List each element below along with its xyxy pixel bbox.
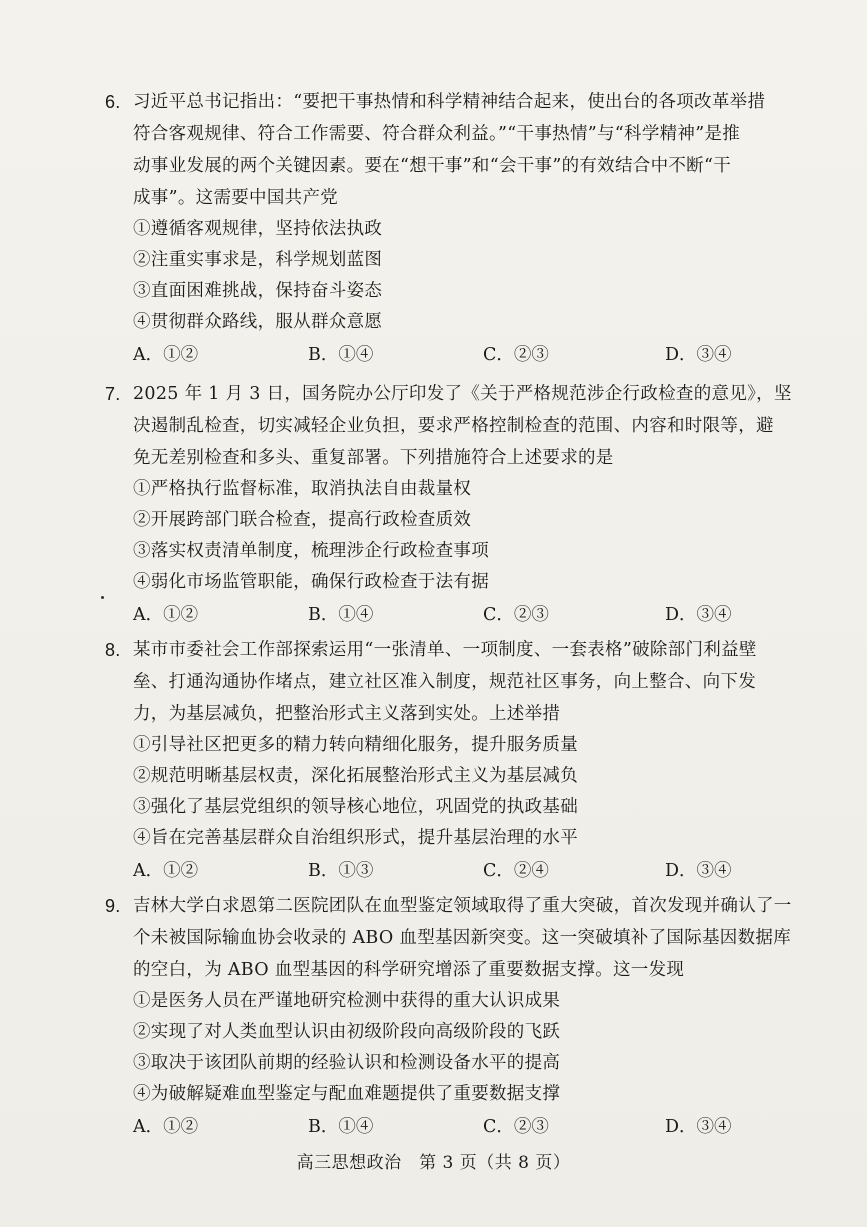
answer-choices (105, 854, 785, 888)
question-number: 9. (105, 896, 121, 916)
question-6 (105, 86, 785, 372)
choice-c: C．②③ (483, 345, 549, 365)
choice-a: A．①② (133, 1117, 199, 1137)
statement-1: ①是医务人员在严谨地研究检测中获得的重大认识成果 (133, 991, 561, 1011)
statement-3: ③取决于该团队前期的经验认识和检测设备水平的提高 (133, 1053, 561, 1073)
answer-choices (105, 1110, 785, 1144)
statement-3: ③强化了基层党组织的领导核心地位，巩固党的执政基础 (133, 797, 578, 817)
stem-line: 动事业发展的两个关键因素。要在“想干事”和“会干事”的有效结合中不断“干 (133, 156, 732, 176)
stem-line: 的空白，为 ABO 血型基因的科学研究增添了重要数据支撑。这一发现 (133, 960, 685, 980)
choice-b: B．①④ (308, 1117, 374, 1137)
choice-d: D．③④ (665, 861, 732, 881)
statement-2: ②规范明晰基层权责，深化拓展整治形式主义为基层减负 (133, 766, 578, 786)
choice-c: C．②③ (483, 1117, 549, 1137)
choice-b: B．①③ (308, 861, 374, 881)
statement-2: ②注重实事求是，科学规划蓝图 (133, 250, 383, 270)
statement-2: ②开展跨部门联合检查，提高行政检查质效 (133, 510, 472, 530)
statement-3: ③落实权责清单制度，梳理涉企行政检查事项 (133, 541, 489, 561)
question-stem (105, 890, 792, 922)
question-8 (105, 634, 785, 888)
stem-line: 成事”。这需要中国共产党 (133, 188, 339, 208)
statement-4: ④旨在完善基层群众自治组织形式，提升基层治理的水平 (133, 828, 578, 848)
choice-b: B．①④ (308, 605, 374, 625)
statement-1: ①严格执行监督标准，取消执法自由裁量权 (133, 479, 472, 499)
choice-a: A．①② (133, 345, 199, 365)
statement-4: ④贯彻群众路线，服从群众意愿 (133, 312, 383, 332)
stem-line: 某市市委社会工作部探索运用“一张清单、一项制度、一套表格”破除部门利益壁 (133, 640, 757, 660)
stem-line: 2025 年 1 月 3 日，国务院办公厅印发了《关于严格规范涉企行政检查的意见》，坚 (133, 384, 792, 404)
choice-a: A．①② (133, 861, 199, 881)
stem-line: 免无差别检查和多头、重复部署。下列措施符合上述要求的是 (133, 448, 614, 468)
stem-line: 力，为基层减负，把整治形式主义落到实处。上述举措 (133, 704, 561, 724)
stem-line: 垒、打通沟通协作堵点，建立社区准入制度，规范社区事务，向上整合、向下发 (133, 672, 756, 692)
answer-choices (105, 598, 785, 632)
statement-3: ③直面困难挑战，保持奋斗姿态 (133, 281, 383, 301)
question-number: 6. (105, 92, 121, 112)
statement-4: ④弱化市场监管职能，确保行政检查于法有据 (133, 572, 489, 592)
stem-line: 吉林大学白求恩第二医院团队在血型鉴定领域取得了重大突破，首次发现并确认了一 (133, 896, 792, 916)
choice-d: D．③④ (665, 345, 732, 365)
stem-line: 习近平总书记指出：“要把干事热情和科学精神结合起来，使出台的各项改革举措 (133, 92, 766, 112)
page-footer: 高三思想政治 第 3 页（共 8 页） (296, 1153, 571, 1173)
question-stem (105, 634, 785, 666)
stem-line: 决遏制乱检查，切实减轻企业负担，要求严格控制检查的范围、内容和时限等，避 (133, 416, 774, 436)
choice-d: D．③④ (665, 605, 732, 625)
choice-d: D．③④ (665, 1117, 732, 1137)
choice-c: C．②③ (483, 605, 549, 625)
choice-c: C．②④ (483, 861, 549, 881)
statement-1: ①引导社区把更多的精力转向精细化服务，提升服务质量 (133, 735, 578, 755)
choice-b: B．①④ (308, 345, 374, 365)
statement-1: ①遵循客观规律，坚持依法执政 (133, 219, 383, 239)
choice-a: A．①② (133, 605, 199, 625)
statement-2: ②实现了对人类血型认识由初级阶段向高级阶段的飞跃 (133, 1022, 561, 1042)
statement-4: ④为破解疑难血型鉴定与配血难题提供了重要数据支撑 (133, 1084, 561, 1104)
question-9 (105, 890, 792, 1144)
stem-line: 个未被国际输血协会收录的 ABO 血型基因新突变。这一突破填补了国际基因数据库 (133, 928, 791, 948)
question-number: 7. (105, 384, 121, 404)
scan-speck (101, 596, 104, 599)
question-number: 8. (105, 640, 121, 660)
question-stem (105, 86, 785, 118)
question-7 (105, 378, 792, 632)
question-stem (105, 378, 792, 410)
stem-line: 符合客观规律、符合工作需要、符合群众利益。”“干事热情”与“科学精神”是推 (133, 124, 741, 144)
answer-choices (105, 338, 785, 372)
